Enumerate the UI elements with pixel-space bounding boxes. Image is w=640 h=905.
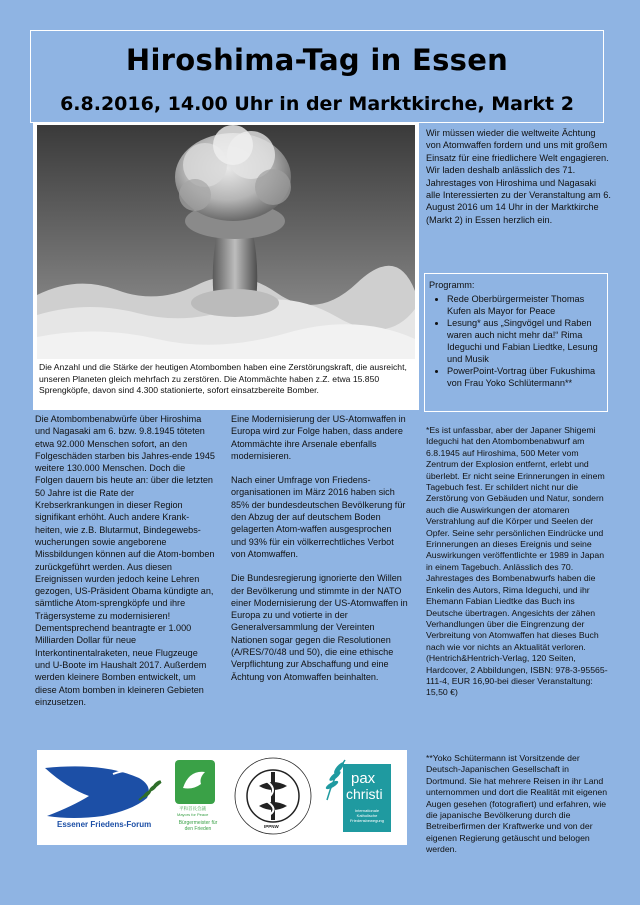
speaker-footnote: **Yoko Schütermann ist Vorsitzende der Deutsch-Japanischen Gesellschaft in Dortmund. Sie hat mehrere Reisen in ihr Land unternommen und dort die Realität mit eigenen Augen gesehen (fotografiert) und erfahren, wie die japanische Bevölkerung durch die Betreiberfirmen der Kraftwerke und von der eigenen Regierung getäuscht und belogen werden. <box>426 753 608 855</box>
ippnw-label: IPPNW <box>264 824 279 829</box>
pax-christi-logo <box>321 758 393 838</box>
program-item: • Lesung* aus „Singvögel und Raben waren auch nicht mehr da!“ Rima Ideguchi und Fabian Liedtke, Lesung und Musik <box>447 317 603 365</box>
program-item: • Rede Oberbürgermeister Thomas Kufen als Mayor for Peace <box>447 293 603 317</box>
photo-caption: Die Anzahl und die Stärke der heutigen Atombomben haben eine Zerstörungskraft, die ausreicht, unseren Planeten gleich mehrfach zu zerstören. Die Atommächte haben z.Z. etwa 15.850 Sprengköpfe, davon sind 4.300 stationierte, sofort einsatzbereite Bomber. <box>39 362 407 396</box>
article-column-2 <box>231 413 409 695</box>
logo-bar <box>37 750 407 845</box>
paragraph: Nach einer Umfrage von Friedens-organisationen im März 2016 haben sich 85% der bundesdeutschen Bevölkerung für den Abzug der auf deutschem Boden gelagerten Atom-waffen ausgesprochen und 93% für ein völkerrechtliches Verbot von Atomwaffen. <box>231 475 406 559</box>
dove-olive-branch-logo <box>43 758 171 838</box>
program-list <box>429 293 603 389</box>
mushroom-cloud-photo <box>37 125 415 359</box>
christi-title: christi <box>346 786 383 802</box>
program-heading: Programm: <box>429 280 475 290</box>
pax-title: pax <box>351 770 376 787</box>
program-box <box>424 273 608 412</box>
mayors-small-text-en: Mayors for Peace <box>177 812 209 817</box>
dove-mayors-logo <box>175 760 219 840</box>
mayors-label: Bürgermeister für den Frieden <box>178 820 218 832</box>
header-box <box>30 30 604 123</box>
paragraph: Die Bundesregierung ignorierte den Willen der Bevölkerung und stimmte in der NATO einer Modernisierung der US-Atomwaffen in Europa zu und votierte in der Generalversammlung der Vereinten Nationen sogar gegen die Resolutionen (A/RES/70/48 und 50), die eine ethische Verpflichtung zur Abschaffung und eine Ächtung von Atomwaffen beinhalten. <box>231 573 408 682</box>
article-column-1: Die Atombombenabwürfe über Hiroshima und Nagasaki am 6. bzw. 9.8.1945 töteten etwa 92.000 Menschen sofort, an den Folgeschäden starben bis Jahres-ende 1945 weitere 130.000 Menschen. Doch die Folgen dauern bis heute an: über die letzten 50 Jahre ist die Rate der Krebserkrankungen in dieser Region signifikant erhöht. Auch andere Krank-heiten, wie z.B. Blutarmut, Bindegewebs-wucherungen sowie angeborene Missbildungen können auf die Atom-bomben zurückgeführt werden. Aus diesen Ereignissen wurden jedoch keine Lehren gezogen, US-Präsident Obama kündigte an, sämtliche Atom-sprengköpfe und ihre Trägersysteme zu modernisieren! Dementsprechend beantragte er 1.000 Milliarden Dollar für neue Interkontinentalraketen, neue Flugzeuge und U-Boote im Haushalt 2017. Außerdem werden kleinere Bomben entwickelt, um diese Atom bomben in kleineren Gebieten einzusetzen. <box>35 414 215 707</box>
book-note: *Es ist unfassbar, aber der Japaner Shigemi Ideguchi hat den Atombombenabwurf am 6.8.1945 auf Hiroshima, 500 Meter vom Zentrum der Explosion entfernt, erlebt und überlebt. Er nicht seine Erinnerungen in einem Tagebuch fest. Er schildert nicht nur die Zerstörung von Gebäuden und Natur, sondern auch die Auswirkungen der atomaren Verstrahlung auf die Körper und Seelen der Opfer. Seine sehr persönlichen Eindrücke und Erinnerungen an dieses Ereignis und seine Auswirkungen veröffentlichte er 1989 in Japan in einem Tagebuch. Anlässlich des 70. Jahrestages des Bombenabwurfs haben die Enkelin des Autors, Rima Ideguchi, und ihr Ehemann Fabian Liedtke das Buch ins Deutsche übertragen. Angesichts der zähen Verhandlungen über die Eingrenzung der Verbreitung von Atomwaffen hat dieses Buch nach wie vor nichts an Aktualität verloren. (Hentrich&Hentrich-Verlag, 120 Seiten, Hardcover, 2 Abbildungen, ISBN: 978-3-95565-111-4, EUR 16,90-bei dieser Veranstaltung: 15,50 €) <box>426 425 608 698</box>
ippnw-globe-logo <box>233 756 313 840</box>
program-item: • PowerPoint-Vortrag über Fukushima von Frau Yoko Schlütermann** <box>447 365 603 389</box>
paragraph: Eine Modernisierung der US-Atomwaffen in Europa wird zur Folge haben, dass andere Atommächte ihre Arsenale ebenfalls modernisieren. <box>231 414 406 461</box>
page-title: Hiroshima-Tag in Essen <box>125 43 509 77</box>
page-subtitle: 6.8.2016, 14.00 Uhr in der Marktkirche, Markt 2 <box>60 93 574 115</box>
forum-label: Essener Friedens-Forum <box>57 820 152 829</box>
photo-panel <box>33 122 419 410</box>
intro-text: Wir müssen wieder die weltweite Ächtung von Atomwaffen fordern und uns mit großem Einsatz für eine friedlichere Welt engagieren. Wir laden deshalb anlässlich des 71. Jahrestages von Hiroshima und Nagasaki alle Interessierten zu der Veranstaltung am 6. August 2016 um 14 Uhr in der Marktkirche (Markt 2) in Essen herzlich ein. <box>426 128 611 225</box>
mayors-small-text: 平和首長会議 <box>179 807 206 812</box>
pax-christi-label: Internationale Katholische Friedensbewegung <box>349 808 385 823</box>
